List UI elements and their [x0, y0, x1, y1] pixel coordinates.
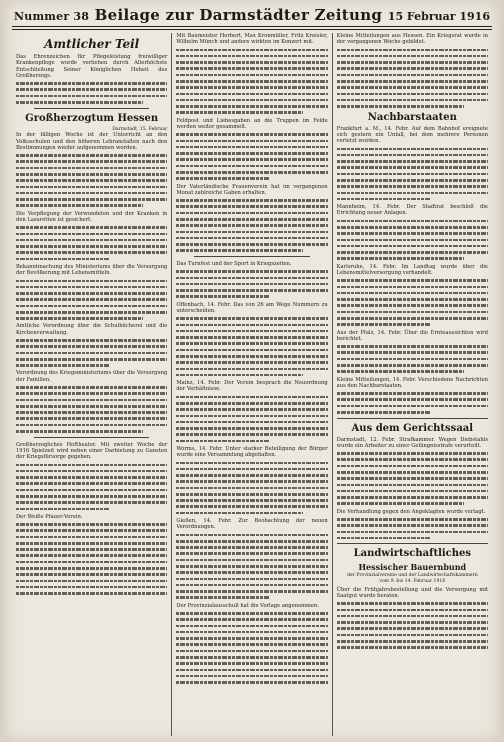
article-paragraph: In der fälligen Woche ist der Unterricht an den Volksschulen und den höheren Lehranstalten nach den Bestimmungen wieder aufgenommen worden. — [16, 132, 168, 151]
column-2 — [171, 33, 331, 736]
section-heading-official: Amtlicher Teil — [44, 37, 140, 51]
text-block — [337, 452, 488, 505]
text-block — [337, 148, 488, 201]
section-heading-hessen: Großherzogtum Hessen — [25, 112, 159, 124]
dateline: Darmstadt, 15. Februar — [112, 126, 168, 132]
article-paragraph: Die Verhandlung gegen den Angeklagten wurde vertagt. — [336, 508, 486, 515]
article-paragraph: Gießen, 14. Febr. Zur Beobachtung der neuen Verordnungen. — [176, 518, 328, 531]
text-block — [16, 523, 167, 595]
divider — [34, 437, 149, 438]
subheading: Hessischer Bauernbund — [358, 562, 467, 573]
article-paragraph: Mainz, 14. Febr. Der Verein besprach die Neuordnung der Verhältnisse. — [176, 380, 328, 393]
article-paragraph: Das Ehrenzeichen für Pflegeleistung freiwilliger Krankenpflege wurde verliehen durch Allerhöchste Entschließung Seiner Königlichen Hoheit des Großherzogs. — [16, 54, 168, 79]
columns — [12, 33, 492, 736]
text-block — [337, 345, 488, 373]
text-block — [337, 602, 488, 649]
newspaper-page — [4, 0, 500, 742]
text-block — [16, 82, 167, 103]
text-block — [337, 49, 488, 108]
text-block — [337, 392, 488, 413]
text-block — [16, 280, 167, 320]
divider — [337, 543, 488, 544]
issue-date: 15 Februar 1916 — [387, 10, 490, 23]
article-paragraph: Bekanntmachung des Ministeriums über die Versorgung der Bevölkerung mit Lebensmitteln. — [16, 263, 168, 277]
article-paragraph: Feldpost und Liebesgaben an die Truppen im Felde werden weiter gesammelt. — [176, 117, 328, 130]
text-block — [176, 317, 327, 376]
article-paragraph: Mit Baumeister Herbert, Max Kronmüller, Fritz Kreisler, Wilhelm Münch und andere wirkten im Konzert mit. — [176, 33, 328, 46]
text-block — [16, 339, 167, 367]
text-block — [176, 534, 327, 599]
article-paragraph: Die Verpflegung der Verwundeten und der Kranken in den Lazaretten ist gesichert. — [16, 210, 168, 223]
column-1 — [12, 33, 171, 736]
divider — [337, 418, 488, 419]
divider — [194, 256, 309, 257]
article-paragraph: Großherzogliches Hoftheater. Mit zweiter Woche der 1916 Spielzeit wird neben einer Darbietung zu Gunsten der Kriegsfürsorge gegeben. — [16, 441, 168, 461]
text-block — [16, 464, 167, 511]
article-paragraph: Über die Frühjahrsbestellung und die Versorgung mit Saatgut wurde beraten. — [336, 586, 488, 599]
masthead-rule-thin — [12, 29, 492, 30]
article-paragraph: Frankfurt a. M., 14. Febr. Auf dem Bahnhof ereignete sich gestern ein Unfall, bei dem mehrere Personen verletzt wurden. — [336, 125, 488, 145]
section-heading-neighbors: Nachbarstaaten — [367, 111, 457, 123]
column-3 — [332, 33, 492, 736]
article-paragraph: Karlsruhe, 14. Febr. Im Landtag wurde über die Lebensmittelversorgung verhandelt. — [336, 263, 488, 276]
text-block — [176, 49, 327, 114]
newspaper-title: Beilage zur Darmstädter Zeitung — [94, 6, 383, 24]
subheading-line: der Provinzialvereine und der Landwirtschaftskammern — [346, 573, 478, 579]
issue-number: Nummer 38 — [14, 10, 90, 23]
text-block — [16, 386, 167, 433]
masthead — [14, 6, 490, 24]
article-paragraph: Verordnung des Kriegsministeriums über die Versorgung der Familien. — [16, 370, 168, 383]
article-paragraph: Mannheim, 14. Febr. Der Stadtrat beschloß die Errichtung neuer Anlagen. — [336, 204, 488, 217]
text-block — [176, 612, 327, 684]
article-paragraph: Kleine Mitteilungen, 14. Febr. Verschiedene Nachrichten aus den Nachbarstaaten. — [336, 376, 488, 389]
masthead-rule — [12, 26, 492, 27]
text-block — [337, 220, 488, 260]
article-paragraph: Worms, 14. Febr. Unter starker Beteiligung der Bürger wurde eine Versammlung abgehalten. — [176, 445, 328, 459]
article-paragraph: Darmstadt, 12. Febr. Strafkammer. Wegen Diebstahls wurde ein Arbeiter zu einer Gefängnisstrafe verurteilt. — [336, 436, 488, 449]
text-block — [337, 518, 488, 539]
text-block — [176, 270, 327, 298]
text-block — [176, 462, 327, 515]
section-heading-court: Aus dem Gerichtssaal — [351, 422, 474, 434]
article-paragraph: Kleine Mitteilungen aus Hessen. Ein Kriegsrat wurde in der vergangenen Woche gebildet. — [336, 33, 488, 46]
article-paragraph: Aus der Pfalz, 14. Febr. Über die Ernteaussichten wird berichtet. — [336, 329, 488, 342]
article-paragraph: Der Provinzialausschuß hat die Vorlage angenommen. — [176, 602, 320, 609]
text-block — [16, 154, 167, 207]
article-paragraph: Der Vaterländische Frauenverein hat im vergangenen Monat zahlreiche Gaben erhalten. — [176, 183, 328, 196]
text-block — [176, 396, 327, 443]
article-paragraph: Offenbach, 14. Febr. Das von 26 am Wege Nummern zu unterscheiden. — [176, 301, 328, 314]
text-block — [337, 279, 488, 326]
text-block — [16, 226, 167, 260]
subheading-date: vom 9. bis 14. Februar 1916 — [379, 579, 446, 585]
text-block — [176, 199, 327, 252]
section-heading-agriculture: Landwirtschaftliches — [353, 548, 472, 560]
divider — [34, 108, 149, 109]
text-block — [176, 133, 327, 180]
article-paragraph: Der Weiße Pfauer-Verein. — [16, 513, 83, 520]
article-paragraph: Amtliche Verordnung über die Schulbücherei und die Kirchenverwaltung. — [16, 323, 168, 336]
article-paragraph: Das Turnfest und der Sport in Kriegszeiten. — [176, 260, 292, 267]
